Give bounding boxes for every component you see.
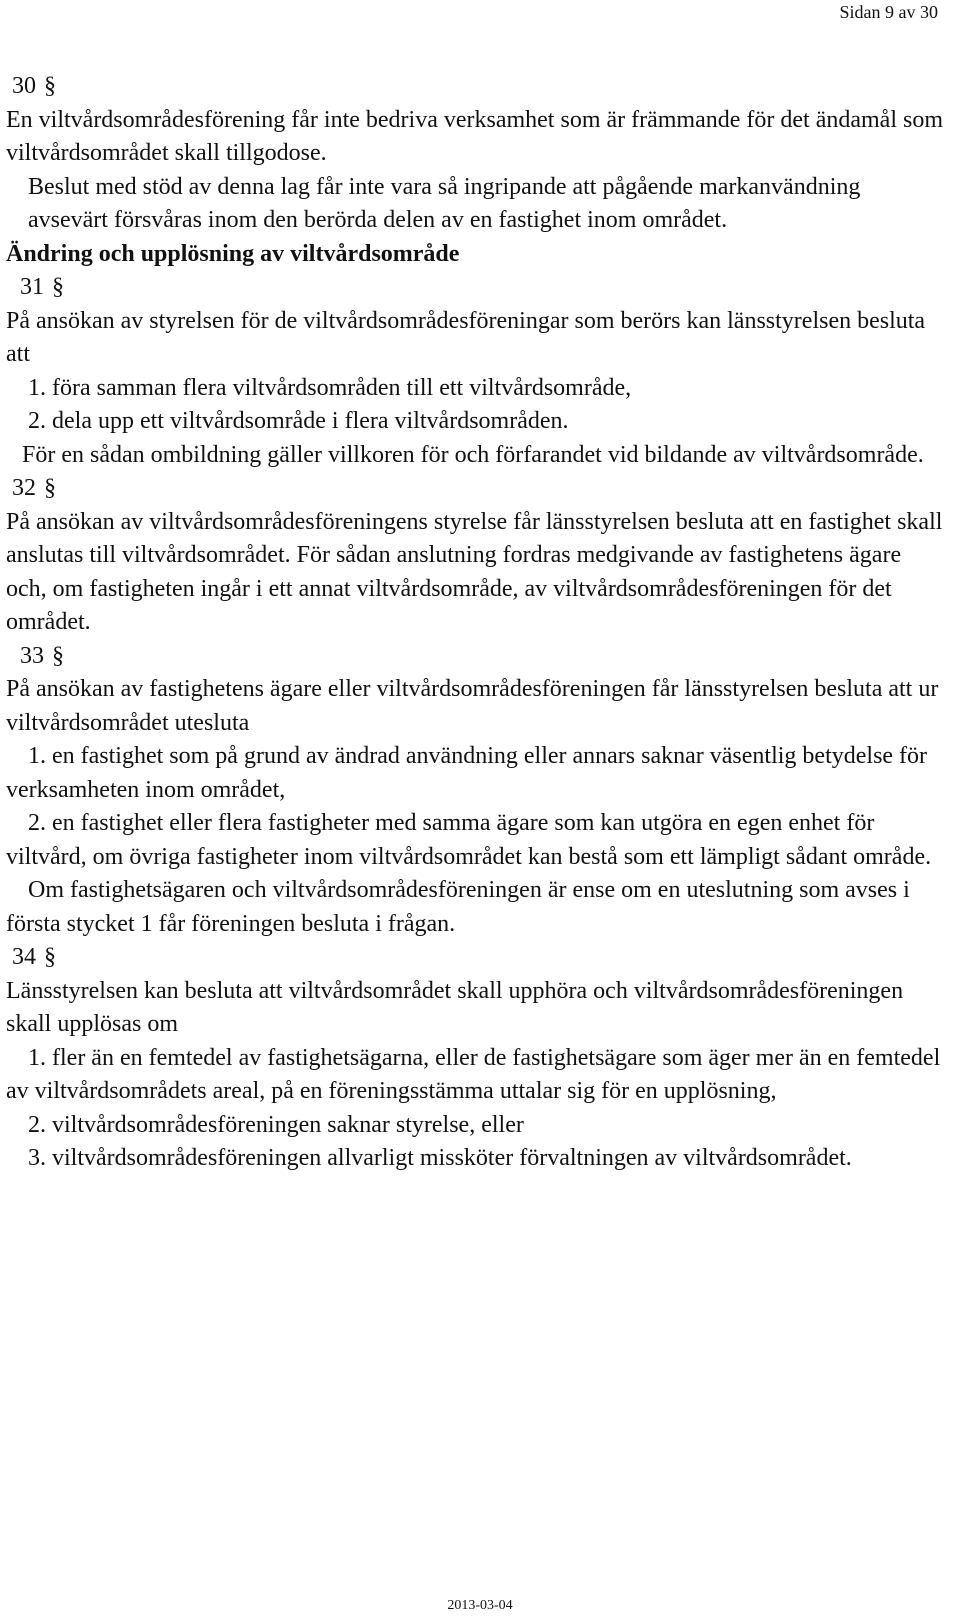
section-number: 33 [20,642,44,669]
section-sign: § [44,73,56,99]
section-31-paragraph-1: På ansökan av styrelsen för de viltvårdsområdesföreningar som berörs kan länsstyrelsen besluta att [6,307,926,367]
section-number-32 [6,472,946,506]
section-34-paragraph-1: Länsstyrelsen kan besluta att viltvårdsområdet skall upphöra och viltvårdsområdesföreningen skall upplösas om [6,977,904,1037]
section-number: 34 [12,944,36,970]
section-32-paragraph-1: På ansökan av viltvårdsområdesföreningens styrelse får länsstyrelsen besluta att en fastighet skall anslutas till viltvårdsområdet. För sådan anslutning fordras medgivande av fastighetens ägare och, om fastigheten ingår i ett annat viltvårdsområde, av viltvårdsområdesföreningen för det området. [6,508,943,635]
section-number-30 [6,70,946,104]
section-number-33 [6,640,946,674]
section-number-31 [6,271,946,305]
section-33-paragraph-1: På ansökan av fastighetens ägare eller viltvårdsområdesföreningen får länsstyrelsen besluta att ur viltvårdsområdet utesluta [6,676,939,736]
section-number-34 [6,941,946,975]
footer-date: 2013-03-04 [447,1598,513,1613]
chapter-heading: Ändring och upplösning av viltvårdsområde [6,240,460,267]
section-34-item-1: 1. fler än en femtedel av fastighetsägarna, eller de fastighetsägare som äger mer än en femtedel av viltvårdsområdets areal, på en föreningsstämma uttalar sig för en upplösning, [6,1044,941,1104]
page-number: Sidan 9 av 30 [839,2,938,22]
section-34-item-3: 3. viltvårdsområdesföreningen allvarligt missköter förvaltningen av viltvårdsområdet. [28,1145,852,1171]
section-30-paragraph-2 [6,171,946,238]
section-30-paragraph-2-text: Beslut med stöd av denna lag får inte vara så ingripande att pågående markanvändning avsevärt försvåras inom den berörda delen av en fastighet inom området. [28,173,861,233]
section-31-paragraph-2: För en sådan ombildning gäller villkoren för och förfarandet vid bildande av viltvårdsområde. [22,441,924,468]
section-30-paragraph-1: En viltvårdsområdesförening får inte bedriva verksamhet som är främmande för det ändamål som viltvårdsområdet skall tillgodose. [6,106,944,166]
section-33-paragraph-2: Om fastighetsägaren och viltvårdsområdesföreningen är ense om en uteslutning som avses i första stycket 1 får föreningen besluta i frågan. [6,877,910,937]
section-number: 32 [12,475,36,501]
document-body [6,70,946,1176]
section-sign: § [44,944,56,970]
section-sign: § [44,475,56,501]
section-number: 31 [20,274,44,300]
section-33-item-1: 1. en fastighet som på grund av ändrad användning eller annars saknar väsentlig betydelse för verksamheten inom området, [6,743,928,803]
section-31-item-2: 2. dela upp ett viltvårdsområde i flera viltvårdsområden. [28,408,569,434]
section-sign: § [52,274,64,300]
section-number: 30 [12,73,36,99]
section-sign: § [52,642,64,669]
section-31-item-1: 1. föra samman flera viltvårdsområden till ett viltvårdsområde, [28,374,632,401]
section-34-item-2: 2. viltvårdsområdesföreningen saknar styrelse, eller [28,1111,524,1138]
section-33-item-2: 2. en fastighet eller flera fastigheter med samma ägare som kan utgöra en egen enhet för viltvård, om övriga fastigheter inom viltvårdsområdet kan bestå som ett lämpligt sådant område. [6,810,932,870]
